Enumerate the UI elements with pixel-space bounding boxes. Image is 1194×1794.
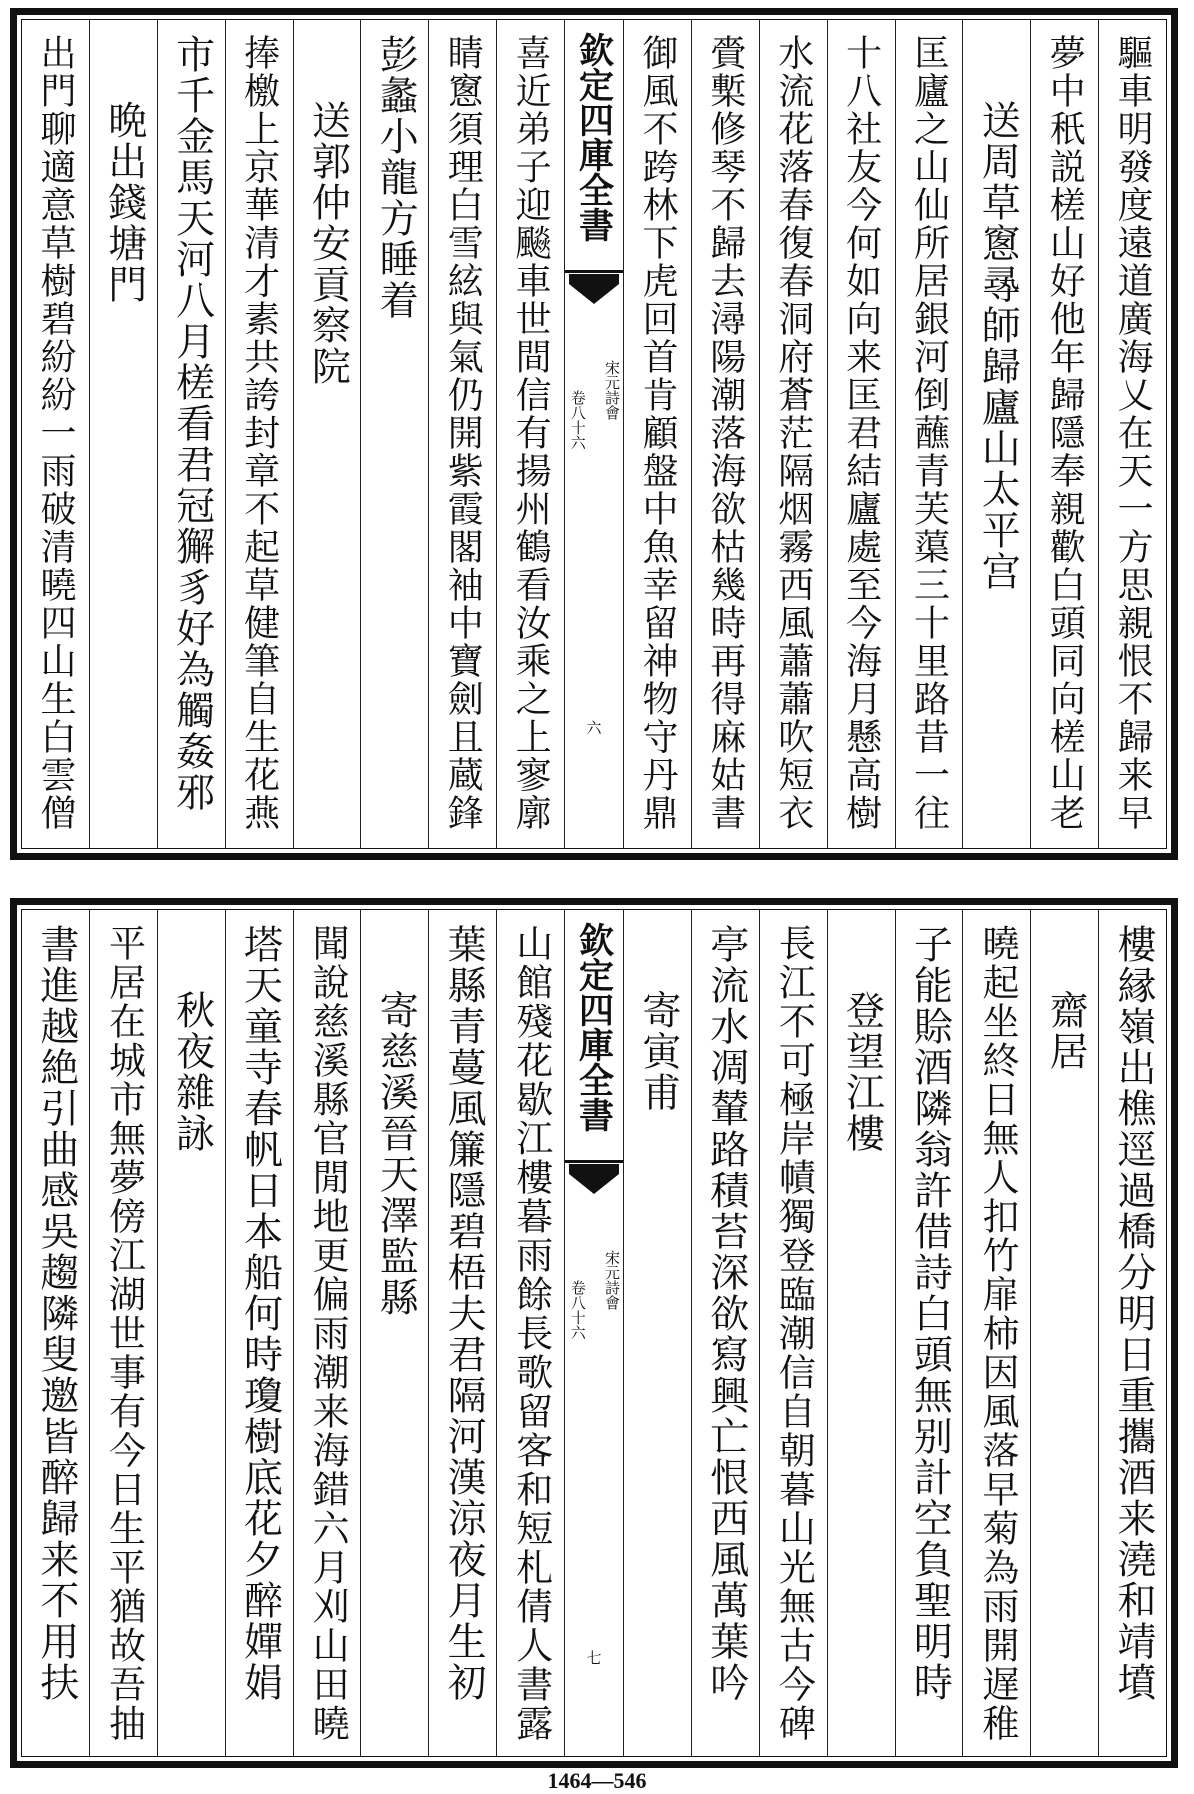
top-column (827, 20, 895, 848)
bottom-poem-title: 登望江樓 (839, 990, 885, 1154)
top-column (759, 20, 827, 848)
bottom-verse-line: 塔天童寺春帆日本船何時瓊樹底花夕醉嬋娟 (237, 924, 283, 1703)
top-collection-name: 宋元詩會 (603, 360, 621, 420)
top-verse-line: 匡廬之山仙所居銀河倒蘸青芙蕖三十里路昔一往 (908, 34, 950, 832)
bottom-column (691, 910, 759, 1756)
bottom-column (428, 910, 496, 1756)
bottom-siku-header: 欽定四庫全書 (573, 922, 615, 1132)
bottom-leaf-number: 七 (584, 1650, 603, 1665)
page-number-footer: 1464—546 (547, 1768, 647, 1793)
top-column (962, 20, 1030, 848)
top-verse-line: 捧檄上京華清才素共誇封章不起草健筆自生花燕 (238, 34, 280, 832)
top-column (691, 20, 759, 848)
bottom-verse-line: 葉縣青蔓風簾隱碧梧夫君隔河漢涼夜月生初 (441, 924, 487, 1703)
bottom-column (827, 910, 895, 1756)
bottom-page-columns (21, 909, 1167, 1757)
top-poem-title: 送周草窻㝷師歸廬山太平宫 (975, 100, 1021, 592)
top-column (225, 20, 293, 848)
top-verse-line: 夢中秖説槎山好他年歸隱奉親歡白頭同向槎山老 (1044, 34, 1086, 832)
top-column (623, 20, 691, 848)
bottom-page-panel (10, 898, 1178, 1768)
bottom-verse-line: 山館殘花歇江樓暮雨餘長歌留客和短札倩人書露 (509, 924, 553, 1743)
top-verse-line: 出門聊適意草樹碧紛紛一雨破清曉四山生白雲僧 (35, 34, 77, 832)
bottom-column (89, 910, 157, 1756)
bottom-column (759, 910, 827, 1756)
bottom-verse-line: 平居在城市無夢傍江湖世事有今日生平猶故吾抽 (102, 924, 146, 1743)
bottom-verse-line: 聞說慈溪縣官閒地更偏雨潮来海錯六月刈山田曉 (306, 924, 350, 1743)
top-column (360, 20, 428, 848)
bottom-poem-title: 寄寅甫 (635, 990, 681, 1113)
bottom-column (1030, 910, 1098, 1756)
top-column (496, 20, 564, 848)
bottom-column (895, 910, 963, 1756)
bottom-column (496, 910, 564, 1756)
top-verse-line: 水流花落春復春洞府蒼茫隔烟霧西風蕭蕭吹短衣 (772, 34, 814, 832)
fold-line (565, 1160, 623, 1163)
fishtail-mark-icon (569, 274, 619, 308)
top-leaf-number: 六 (584, 720, 603, 735)
top-page-panel (10, 8, 1178, 860)
bottom-volume-number: 卷八十六 (568, 1280, 587, 1340)
bottom-collection-name: 宋元詩會 (603, 1250, 621, 1310)
bottom-column (1098, 910, 1166, 1756)
bottom-column (962, 910, 1030, 1756)
bottom-column (22, 910, 89, 1756)
top-page-columns (21, 19, 1167, 849)
top-column (428, 20, 496, 848)
top-poem-title: 晩出錢塘門 (101, 100, 147, 305)
bottom-column (623, 910, 691, 1756)
top-verse-line: 市千金馬天河八月槎看君冠獬豸好為觸姦邪 (169, 34, 215, 813)
bottom-verse-line: 長江不可極岸幘獨登臨潮信自朝暮山光無古今碑 (772, 924, 816, 1743)
top-column (157, 20, 225, 848)
top-poem-title: 送郭仲安貢察院 (305, 100, 351, 387)
bottom-poem-title: 秋夜雜詠 (169, 990, 215, 1154)
bottom-verse-line: 亭流水凋輦路積苔深欲寫興亡恨西風萬葉吟 (703, 924, 749, 1703)
bottom-verse-line: 曉起坐終日無人扣竹扉柿因風落早菊為雨開遅稚 (976, 924, 1020, 1743)
top-column (1098, 20, 1166, 848)
top-center-fold-column (564, 20, 623, 848)
fold-line (565, 270, 623, 273)
bottom-poem-title: 齋居 (1043, 990, 1089, 1072)
bottom-column (157, 910, 225, 1756)
bottom-column (360, 910, 428, 1756)
top-column (89, 20, 157, 848)
bottom-verse-line: 子能賒酒隣翁許借詩白頭無别計空負聖明時 (907, 924, 953, 1703)
top-verse-line: 彭蠡小龍方睡着 (373, 34, 419, 321)
top-verse-line: 十八社友今何如向来匡君結廬處至今海月懸高樹 (840, 34, 882, 832)
top-verse-line: 睛窻須理白雪絃與氣仍開紫霞閣袖中寶劍且蔵鋒 (442, 34, 484, 832)
top-verse-line: 驅車明發度遠道廣海乂在天一方思親恨不歸来早 (1112, 34, 1154, 832)
top-verse-line: 御風不跨林下虎回首肯顧盤中魚幸留神物守丹鼎 (637, 34, 679, 832)
top-siku-header: 欽定四庫全書 (573, 32, 615, 242)
top-column (1030, 20, 1098, 848)
bottom-center-fold-column (564, 910, 623, 1756)
top-verse-line: 賫槧修琴不歸去潯陽潮落海欲枯幾時再得麻姑書 (704, 34, 746, 832)
bottom-poem-title: 寄慈溪晉天澤監縣 (373, 990, 419, 1318)
bottom-verse-line: 樓縁嶺出樵逕過橋分明日重攜酒来澆和靖墳 (1110, 924, 1156, 1703)
bottom-column (225, 910, 293, 1756)
top-column (895, 20, 963, 848)
top-column (22, 20, 89, 848)
top-volume-number: 卷八十六 (568, 390, 587, 450)
bottom-column (293, 910, 361, 1756)
fishtail-mark-icon (569, 1164, 619, 1198)
top-verse-line: 喜近弟子迎飈車世間信有揚州鶴看汝乘之上寥廓 (510, 34, 552, 832)
bottom-verse-line: 書進越絶引曲感吳趨隣叟邀皆醉歸来不用扶 (33, 924, 79, 1703)
top-column (293, 20, 361, 848)
